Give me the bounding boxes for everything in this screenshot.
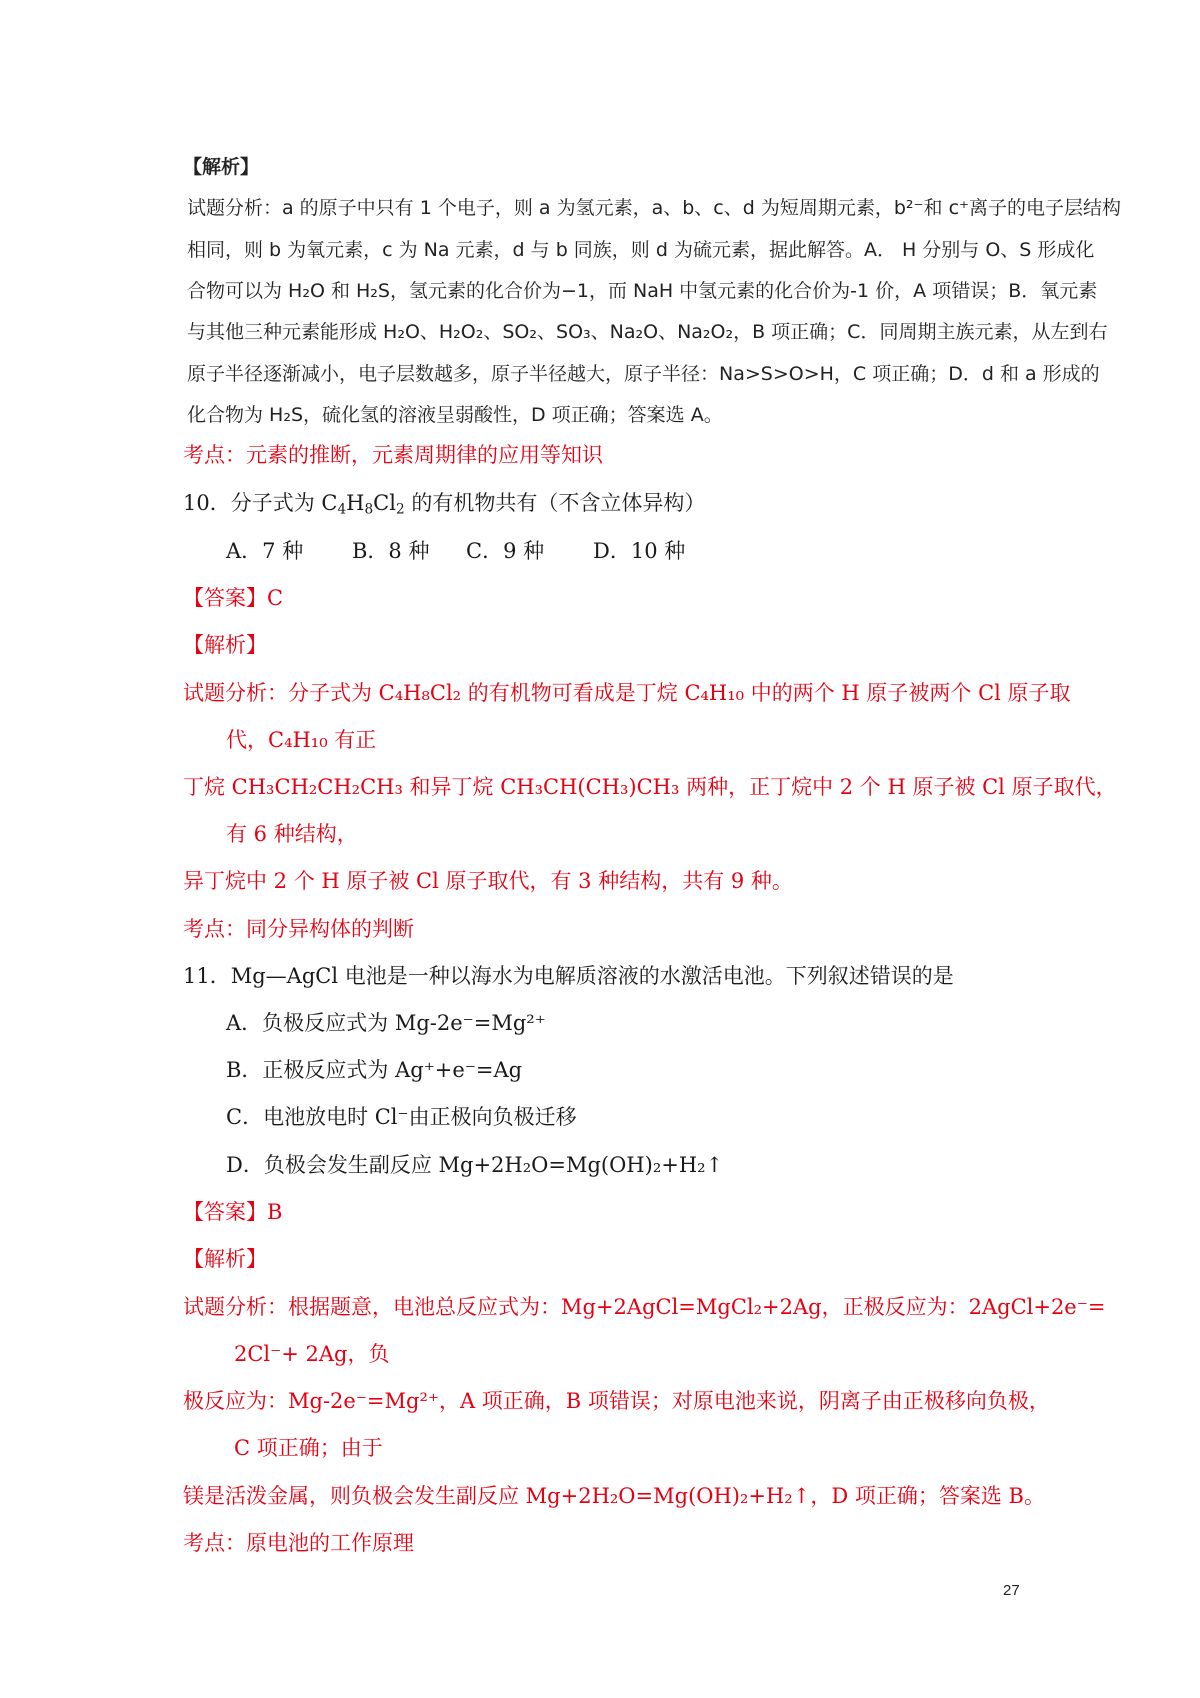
q10-analysis-line-2: 代，C₄H₁₀ 有正 (226, 728, 377, 752)
q11-answer: 【答案】B (183, 1200, 283, 1224)
q11-option-d: D．负极会发生副反应 Mg+2H₂O=Mg(OH)₂+H₂↑ (226, 1153, 724, 1177)
q9-analysis-line-4: 与其他三种元素能形成 H₂O、H₂O₂、SO₂、SO₃、Na₂O、Na₂O₂，B 项正确；C．同周期主族元素，从左到右 (187, 321, 1108, 343)
q10-option-d: D．10 种 (593, 539, 686, 563)
q11-kaodian: 考点：原电池的工作原理 (183, 1531, 414, 1555)
q11-analysis-line-5: 镁是活泼金属，则负极会发生副反应 Mg+2H₂O=Mg(OH)₂+H₂↑，D 项正确；答案选 B。 (183, 1484, 1045, 1508)
q11-analysis-line-3: 极反应为：Mg-2e⁻=Mg²⁺，A 项正确，B 项错误；对原电池来说，阴离子由正极移向负极， (183, 1389, 1050, 1413)
q9-analysis-line-2: 相同，则 b 为氧元素，c 为 Na 元素，d 与 b 同族，则 d 为硫元素，据此解答。A． H 分别与 O、S 形成化 (187, 239, 1095, 261)
q11-option-a: A．负极反应式为 Mg-2e⁻=Mg²⁺ (226, 1011, 546, 1035)
q11-stem: 11．Mg—AgCl 电池是一种以海水为电解质溶液的水激活电池。下列叙述错误的是 (183, 964, 954, 988)
q9-analysis-line-3: 合物可以为 H₂O 和 H₂S，氢元素的化合价为−1，而 NaH 中氢元素的化合价为-1 价，A 项错误；B．氧元素 (187, 280, 1098, 302)
q11-analysis-line-2: 2Cl⁻+ 2Ag，负 (234, 1342, 390, 1366)
q9-analysis-line-5: 原子半径逐渐减小，电子层数越多，原子半径越大，原子半径：Na>S>O>H，C 项正确；D．d 和 a 形成的 (187, 363, 1100, 385)
q10-analysis-line-3: 丁烷 CH₃CH₂CH₂CH₃ 和异丁烷 CH₃CH(CH₃)CH₃ 两种，正丁烷中 2 个 H 原子被 Cl 原子取代， (183, 775, 1117, 799)
q11-analysis-line-1: 试题分析：根据题意，电池总反应式为：Mg+2AgCl=MgCl₂+2Ag，正极反应为：2AgCl+2e⁻= (183, 1295, 1106, 1319)
page-number: 27 (1003, 1582, 1020, 1599)
q10-option-a: A．7 种 (226, 539, 304, 563)
q10-jiexi-heading: 【解析】 (183, 633, 267, 657)
q9-analysis-line-6: 化合物为 H₂S，硫化氢的溶液呈弱酸性，D 项正确；答案选 A。 (187, 404, 723, 426)
q11-jiexi-heading: 【解析】 (183, 1247, 267, 1271)
q10-analysis-line-1: 试题分析：分子式为 C₄H₈Cl₂ 的有机物可看成是丁烷 C₄H₁₀ 中的两个 H 原子被两个 Cl 原子取 (183, 681, 1071, 705)
q11-option-b: B．正极反应式为 Ag⁺+e⁻=Ag (226, 1058, 523, 1082)
q11-analysis-line-4: C 项正确；由于 (234, 1436, 383, 1460)
q10-analysis-line-5: 异丁烷中 2 个 H 原子被 Cl 原子取代，有 3 种结构，共有 9 种。 (183, 869, 793, 893)
q10-analysis-line-4: 有 6 种结构， (226, 822, 358, 846)
q11-option-c: C．电池放电时 Cl⁻由正极向负极迁移 (226, 1105, 577, 1129)
q9-analysis-line-1: 试题分析：a 的原子中只有 1 个电子，则 a 为氢元素，a、b、c、d 为短周期元素，b²⁻和 c⁺离子的电子层结构 (187, 197, 1122, 219)
q10-kaodian: 考点：同分异构体的判断 (183, 917, 414, 941)
q10-answer: 【答案】C (183, 586, 284, 610)
q10-stem: 10．分子式为 $C_4H_8Cl_2$ 的有机物共有（不含立体异构） (183, 491, 706, 518)
q10-option-b: B．8 种 (352, 539, 430, 563)
q9-kaodian: 考点：元素的推断，元素周期律的应用等知识 (183, 443, 603, 467)
q9-jiexi-heading: 【解析】 (183, 156, 260, 178)
q10-option-c: C．9 种 (466, 539, 545, 563)
